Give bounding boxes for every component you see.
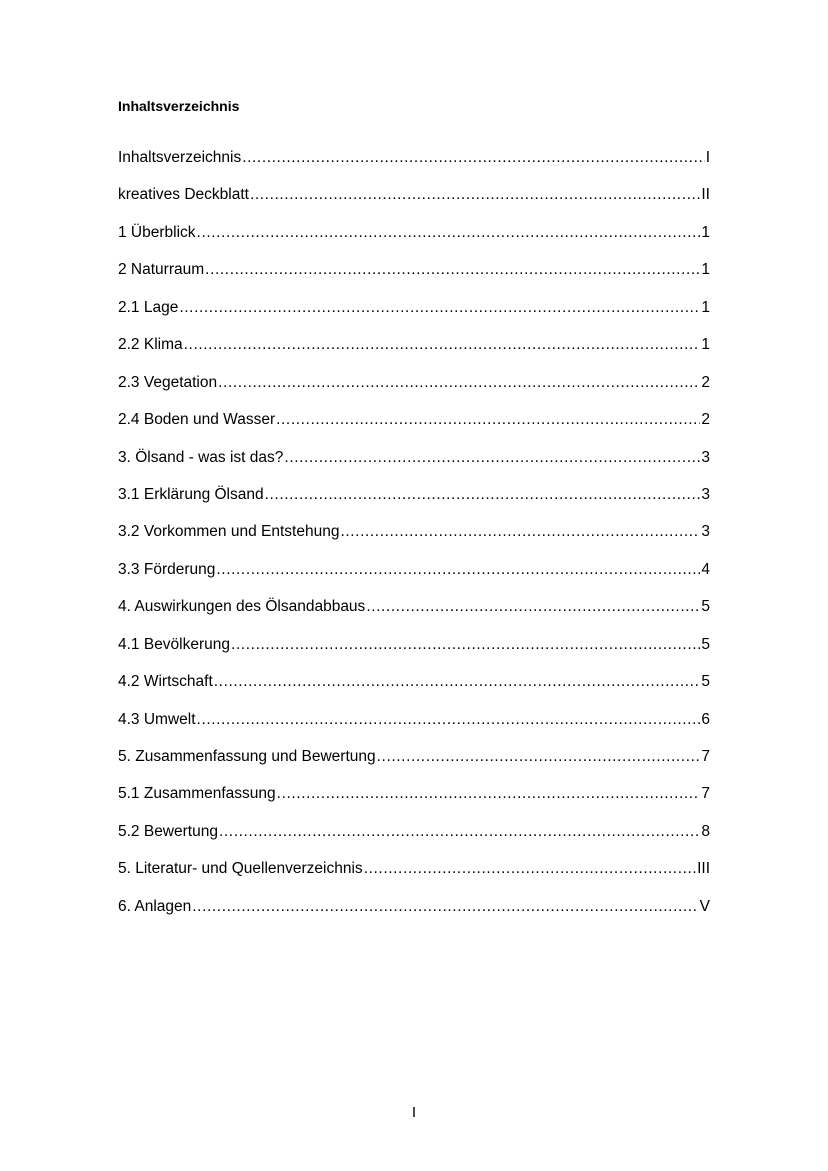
toc-entry-page: 4 (701, 560, 710, 578)
toc-dot-leader (276, 410, 700, 430)
toc-entry[interactable] (118, 485, 710, 522)
toc-entry-title: Inhaltsverzeichnis (118, 149, 242, 166)
toc-entry[interactable] (118, 223, 710, 260)
toc-entry[interactable] (118, 522, 710, 559)
toc-dot-leader (364, 859, 696, 879)
toc-entry-title: 2.3 Vegetation (118, 373, 218, 391)
toc-entry-title: 3. Ölsand - was ist das? (118, 448, 284, 466)
toc-entry[interactable] (118, 784, 710, 821)
toc-entry-title: 4.1 Bevölkerung (118, 635, 231, 653)
toc-dot-leader (377, 747, 701, 767)
toc-entry[interactable] (118, 298, 710, 335)
toc-entry-title: 5.1 Zusammenfassung (118, 785, 276, 803)
toc-entry-title: 1 Überblick (118, 223, 196, 241)
toc-entry-page: V (699, 897, 710, 915)
toc-entry-page: 8 (701, 822, 710, 840)
toc-dot-leader (277, 784, 701, 804)
toc-entry[interactable] (118, 410, 710, 447)
toc-entry-page: 5 (701, 673, 710, 691)
toc-entry-title: 5. Literatur- und Quellenverzeichnis (118, 860, 363, 878)
toc-entry[interactable] (118, 747, 710, 784)
toc-entry-page: I (705, 149, 710, 166)
toc-entry-page: III (697, 860, 710, 878)
toc-entry-title: 3.1 Erklärung Ölsand (118, 485, 264, 503)
toc-entry-page: 1 (701, 261, 710, 279)
toc-entry-page: 7 (701, 785, 710, 803)
toc-entry-page: 7 (701, 748, 710, 765)
toc-dot-leader (250, 185, 700, 205)
toc-entry-title: 5.2 Bewertung (118, 822, 218, 840)
toc-dot-leader (218, 373, 700, 393)
toc-entry[interactable] (118, 859, 710, 896)
toc-entry-page: 2 (701, 411, 710, 429)
toc-entry-page: II (701, 186, 710, 204)
toc-entry-page: 3 (701, 448, 710, 466)
toc-entry[interactable] (118, 635, 710, 672)
toc-entry-title: 2 Naturraum (118, 261, 205, 279)
toc-dot-leader (214, 672, 701, 692)
toc-entry[interactable] (118, 672, 710, 709)
toc-entry[interactable] (118, 185, 710, 222)
toc-entry[interactable] (118, 148, 710, 185)
toc-entry[interactable] (118, 373, 710, 410)
toc-dot-leader (184, 335, 701, 355)
toc-dot-leader (179, 298, 700, 318)
toc-dot-leader (340, 522, 700, 542)
toc-dot-leader (192, 897, 698, 917)
table-of-contents (118, 148, 710, 934)
toc-entry[interactable] (118, 335, 710, 372)
toc-entry[interactable] (118, 710, 710, 747)
toc-entry-title: 5. Zusammenfassung und Bewertung (118, 748, 376, 765)
toc-entry-title: 4.2 Wirtschaft (118, 673, 213, 691)
toc-entry[interactable] (118, 897, 710, 934)
toc-entry-page: 2 (701, 373, 710, 391)
toc-entry[interactable] (118, 822, 710, 859)
toc-entry-page: 6 (701, 710, 710, 728)
toc-entry[interactable] (118, 260, 710, 297)
toc-entry-page: 3 (701, 523, 710, 541)
toc-entry-title: kreatives Deckblatt (118, 186, 249, 204)
toc-dot-leader (265, 485, 701, 505)
toc-dot-leader (219, 822, 700, 842)
toc-entry[interactable] (118, 560, 710, 597)
toc-dot-leader (216, 560, 700, 580)
toc-entry-page: 3 (701, 485, 710, 503)
toc-entry-title: 2.1 Lage (118, 298, 179, 316)
toc-entry-title: 3.2 Vorkommen und Entstehung (118, 523, 340, 541)
toc-entry-page: 1 (701, 223, 710, 241)
toc-dot-leader (366, 597, 700, 617)
page-number: I (411, 1104, 417, 1121)
toc-entry-title: 6. Anlagen (118, 897, 192, 915)
toc-entry-page: 5 (701, 598, 710, 616)
toc-entry-page: 5 (701, 635, 710, 653)
toc-entry-title: 4.3 Umwelt (118, 710, 196, 728)
toc-entry[interactable] (118, 448, 710, 485)
toc-dot-leader (197, 710, 701, 730)
toc-dot-leader (284, 448, 700, 468)
toc-entry-title: 2.2 Klima (118, 336, 183, 354)
toc-dot-leader (242, 148, 704, 168)
toc-entry-page: 1 (701, 336, 710, 354)
toc-entry-page: 1 (701, 298, 710, 316)
toc-dot-leader (231, 635, 700, 655)
toc-dot-leader (205, 260, 700, 280)
toc-entry[interactable] (118, 597, 710, 634)
toc-entry-title: 3.3 Förderung (118, 560, 216, 578)
toc-dot-leader (197, 223, 701, 243)
toc-entry-title: 2.4 Boden und Wasser (118, 411, 276, 429)
toc-entry-title: 4. Auswirkungen des Ölsandabbaus (118, 598, 366, 616)
page-title: Inhaltsverzeichnis (118, 98, 240, 114)
